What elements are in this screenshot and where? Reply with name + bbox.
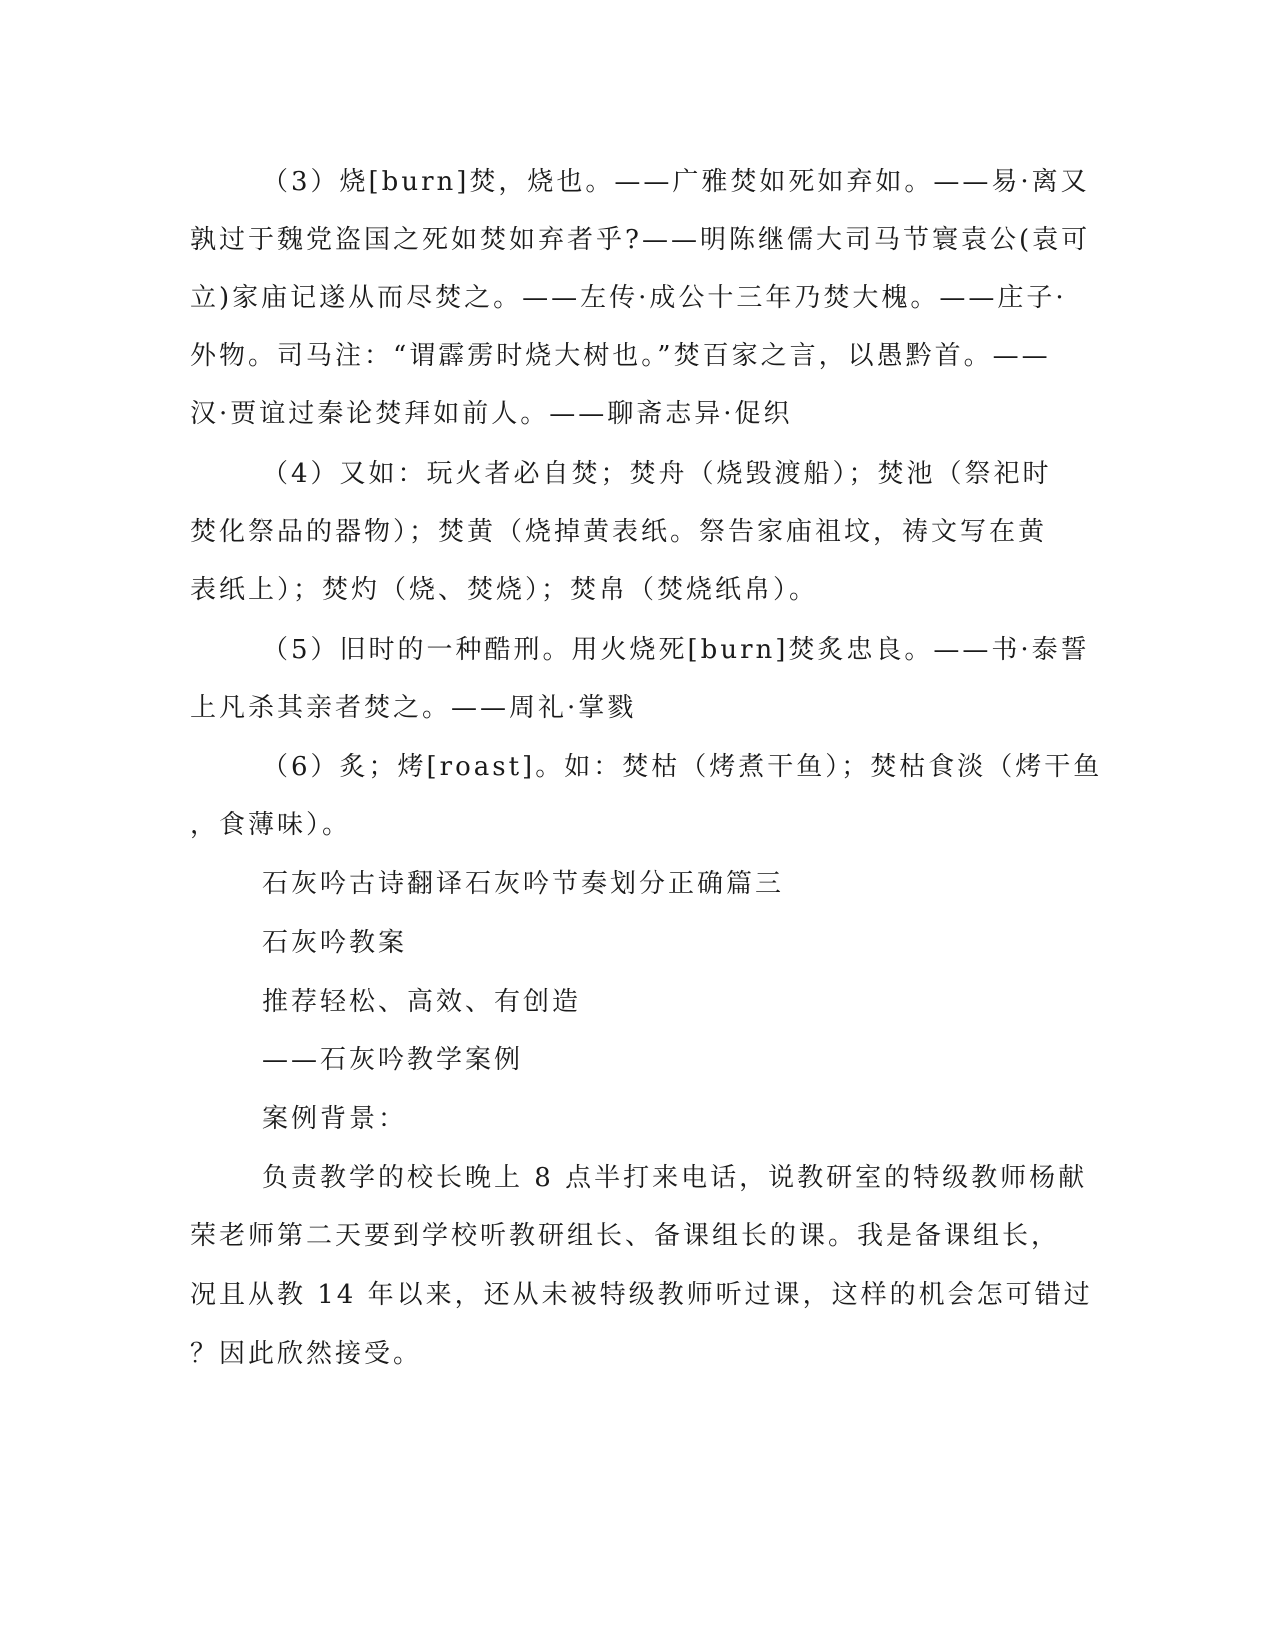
section-heading: 推荐轻松、高效、有创造 <box>262 987 582 1017</box>
paragraph-line: 孰过于魏党盗国之死如焚如弃者乎?——明陈继儒大司马节寰袁公(袁可 <box>190 225 1091 255</box>
paragraph-line: 表纸上）；焚灼（烧、焚烧）；焚帛（焚烧纸帛）。 <box>190 575 819 605</box>
paragraph-line: （4）又如：玩火者必自焚；焚舟（烧毁渡船）；焚池（祭祀时 <box>262 459 1052 489</box>
paragraph-line: 焚化祭品的器物）；焚黄（烧掉黄表纸。祭告家庙祖坟，祷文写在黄 <box>190 517 1048 547</box>
paragraph-line: 汉·贾谊过秦论焚拜如前人。——聊斋志异·促织 <box>190 399 793 429</box>
paragraph-line: ？因此欣然接受。 <box>190 1339 423 1369</box>
paragraph-line: 况且从教 14 年以来，还从未被特级教师听过课，这样的机会怎可错过 <box>190 1280 1093 1310</box>
paragraph-line: （6）炙；烤[roast]。如：焚枯（烤煮干鱼）；焚枯食淡（烤干鱼 <box>262 752 1103 782</box>
paragraph-line: （3）烧[burn]焚，烧也。——广雅焚如死如弃如。——易·离又 <box>262 167 1090 197</box>
paragraph-line: 负责教学的校长晚上 8 点半打来电话，说教研室的特级教师杨献 <box>262 1163 1088 1193</box>
paragraph-line: （5）旧时的一种酷刑。用火烧死[burn]焚炙忠良。——书·泰誓 <box>262 635 1090 665</box>
section-title: 石灰吟古诗翻译石灰吟节奏划分正确篇三 <box>262 869 785 899</box>
section-heading: 案例背景： <box>262 1104 408 1134</box>
paragraph-line: 立)家庙记遂从而尽焚之。——左传·成公十三年乃焚大槐。——庄子· <box>190 283 1067 313</box>
paragraph-line: 荣老师第二天要到学校听教研组长、备课组长的课。我是备课组长， <box>190 1221 1061 1251</box>
paragraph-line: 外物。司马注：“谓霹雳时烧大树也。”焚百家之言，以愚黔首。—— <box>190 341 1051 371</box>
paragraph-line: 上凡杀其亲者焚之。——周礼·掌戮 <box>190 693 637 723</box>
section-heading: 石灰吟教案 <box>262 928 408 958</box>
paragraph-line: ，食薄味）。 <box>190 810 352 840</box>
section-heading: ——石灰吟教学案例 <box>262 1045 524 1075</box>
